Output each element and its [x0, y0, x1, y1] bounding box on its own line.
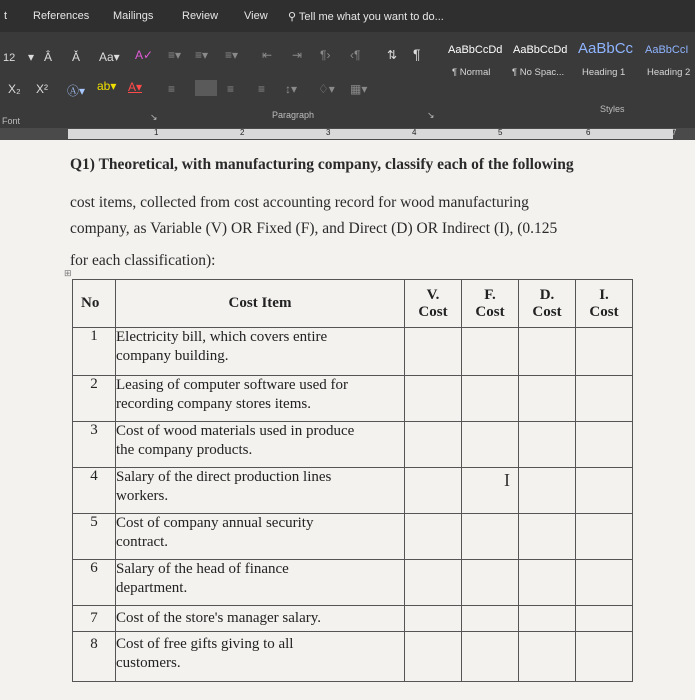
font-dialog-launcher-icon[interactable]: ↘ — [150, 112, 158, 122]
grow-font-icon[interactable]: Â — [44, 50, 53, 64]
i-cost-cell[interactable] — [576, 560, 633, 606]
pilcrow-icon[interactable]: ¶ — [413, 46, 421, 62]
tab-view[interactable]: View — [244, 10, 268, 22]
ribbon-tabs — [0, 0, 695, 32]
ruler-number: 1 — [154, 128, 159, 137]
ruler-number: 7 — [672, 128, 677, 137]
justify-icon[interactable]: ≡ — [258, 82, 266, 96]
d-cost-cell[interactable] — [519, 560, 576, 606]
header-v-cost: V. Cost — [405, 280, 462, 328]
table-row — [73, 328, 633, 376]
style-preview: AaBbCcDd — [448, 44, 503, 56]
tab-mailings[interactable]: Mailings — [113, 10, 154, 22]
i-cost-cell[interactable] — [576, 468, 633, 514]
ruler-margin-area — [68, 129, 673, 139]
f-cost-cell[interactable] — [462, 514, 519, 560]
cost-item-cell[interactable]: Electricity bill, which covers entire company building. — [116, 328, 405, 376]
row-number: 2 — [73, 376, 116, 422]
style-name: ¶ Normal — [452, 67, 491, 78]
v-cost-cell[interactable] — [405, 376, 462, 422]
paragraph-group-label: Paragraph — [272, 110, 315, 120]
i-cost-cell[interactable] — [576, 422, 633, 468]
style-preview: AaBbCcDd — [513, 44, 568, 56]
font-group-label: Font — [2, 116, 21, 126]
table-row — [73, 632, 633, 682]
header-d-cost: D. Cost — [519, 280, 576, 328]
table-row — [73, 468, 633, 514]
header-f-cost: F. Cost — [462, 280, 519, 328]
table-row — [73, 514, 633, 560]
v-cost-cell[interactable] — [405, 514, 462, 560]
ruler-number: 4 — [412, 128, 417, 137]
increase-indent-icon[interactable]: ⇥ — [292, 48, 303, 62]
question-line: for each classification): — [70, 252, 216, 269]
table-row — [73, 422, 633, 468]
cost-item-cell[interactable]: Salary of the direct production lines workers. — [116, 468, 405, 514]
v-cost-cell[interactable] — [405, 422, 462, 468]
i-cost-cell[interactable] — [576, 328, 633, 376]
v-cost-cell[interactable] — [405, 606, 462, 632]
style-preview: AaBbCc — [578, 40, 634, 57]
question-line: company, as Variable (V) OR Fixed (F), and Direct (D) OR Indirect (I), (0.125 — [70, 220, 558, 237]
sort-icon[interactable]: ⇅ — [387, 48, 398, 62]
row-number: 8 — [73, 632, 116, 682]
ruler-number: 2 — [240, 128, 245, 137]
style-preview: AaBbCcI — [645, 44, 689, 56]
header-i-cost: I. Cost — [576, 280, 633, 328]
style-name: ¶ No Spac... — [512, 67, 565, 78]
header-no: No — [73, 280, 116, 328]
row-number: 4 — [73, 468, 116, 514]
shading-icon[interactable]: ♢▾ — [318, 82, 335, 96]
multilevel-list-icon[interactable]: ≡▾ — [225, 48, 239, 62]
question-line: cost items, collected from cost accounting record for wood manufacturing — [70, 194, 529, 211]
tab-references[interactable]: References — [33, 10, 90, 22]
styles-group-label: Styles — [600, 104, 625, 114]
i-cost-cell[interactable] — [576, 514, 633, 560]
align-left-icon[interactable]: ≡ — [168, 82, 176, 96]
tell-me-text: Tell me what you want to do... — [298, 11, 444, 23]
f-cost-cell[interactable] — [462, 560, 519, 606]
question-line: Q1) Theoretical, with manufacturing company, classify each of the following — [70, 156, 574, 173]
align-center-icon[interactable] — [195, 80, 217, 96]
header-cost-item: Cost Item — [116, 280, 405, 328]
cost-item-cell[interactable]: Leasing of computer software used for recording company stores items. — [116, 376, 405, 422]
row-number: 6 — [73, 560, 116, 606]
chevron-down-icon[interactable]: ▾ — [28, 50, 35, 64]
table-move-handle-icon[interactable]: ⊞ — [64, 268, 72, 278]
borders-icon[interactable]: ▦▾ — [350, 82, 368, 96]
f-cost-cell[interactable] — [462, 376, 519, 422]
d-cost-cell[interactable] — [519, 606, 576, 632]
v-cost-cell[interactable] — [405, 560, 462, 606]
table-row — [73, 376, 633, 422]
cost-classification-table — [72, 279, 633, 682]
numbering-icon[interactable]: ≡▾ — [195, 48, 209, 62]
tab-review[interactable]: Review — [182, 10, 219, 22]
ribbon — [0, 32, 695, 128]
v-cost-cell[interactable] — [405, 468, 462, 514]
f-cost-cell[interactable] — [462, 422, 519, 468]
font-size-select[interactable]: 12 — [3, 52, 16, 64]
align-right-icon[interactable]: ≡ — [227, 82, 235, 96]
table-header-row — [73, 280, 633, 328]
horizontal-ruler[interactable] — [0, 128, 695, 140]
change-case-icon[interactable]: Aa▾ — [99, 50, 120, 64]
ltr-icon[interactable]: ¶› — [320, 48, 331, 62]
d-cost-cell[interactable] — [519, 632, 576, 682]
f-cost-cell[interactable] — [462, 606, 519, 632]
table-row — [73, 560, 633, 606]
clear-formatting-icon[interactable]: A✓ — [135, 48, 154, 62]
tab-cut-off[interactable]: t — [4, 10, 8, 22]
d-cost-cell[interactable] — [519, 468, 576, 514]
style-name: Heading 1 — [582, 67, 626, 78]
i-cost-cell[interactable] — [576, 606, 633, 632]
text-cursor-icon: I — [504, 470, 510, 490]
table-row — [73, 606, 633, 632]
i-cost-cell[interactable] — [576, 376, 633, 422]
row-number: 3 — [73, 422, 116, 468]
paragraph-dialog-launcher-icon[interactable]: ↘ — [427, 110, 435, 120]
f-cost-cell[interactable] — [462, 328, 519, 376]
cost-item-cell[interactable]: Cost of free gifts giving to all customers. — [116, 632, 405, 682]
v-cost-cell[interactable] — [405, 632, 462, 682]
cost-item-cell[interactable]: Cost of company annual security contract. — [116, 514, 405, 560]
style-name: Heading 2 — [647, 67, 691, 78]
row-number: 1 — [73, 328, 116, 376]
subscript-icon[interactable]: X₂ — [8, 82, 21, 96]
d-cost-cell[interactable] — [519, 376, 576, 422]
bullets-icon[interactable]: ≡▾ — [168, 48, 182, 62]
ruler-number: 3 — [326, 128, 331, 137]
text-effects-icon[interactable]: Ⓐ▾ — [67, 84, 86, 98]
tell-me-search[interactable] — [288, 10, 444, 23]
i-cost-cell[interactable] — [576, 632, 633, 682]
v-cost-cell[interactable] — [405, 328, 462, 376]
row-number: 5 — [73, 514, 116, 560]
highlight-color-icon[interactable]: ab▾ — [97, 79, 117, 93]
lightbulb-icon: ⚲ — [288, 11, 297, 23]
d-cost-cell[interactable] — [519, 328, 576, 376]
f-cost-cell[interactable] — [462, 632, 519, 682]
superscript-icon[interactable]: X² — [36, 82, 48, 96]
ruler-number: 6 — [586, 128, 591, 137]
decrease-indent-icon[interactable]: ⇤ — [262, 48, 273, 62]
line-spacing-icon[interactable]: ↕▾ — [285, 82, 298, 96]
ruler-number: 5 — [498, 128, 503, 137]
row-number: 7 — [73, 606, 116, 632]
cost-item-cell[interactable]: Cost of wood materials used in produce the company products. — [116, 422, 405, 468]
cost-item-cell[interactable]: Salary of the head of finance department. — [116, 560, 405, 606]
rtl-icon[interactable]: ‹¶ — [350, 48, 361, 62]
cost-item-cell[interactable]: Cost of the store's manager salary. — [116, 606, 405, 632]
d-cost-cell[interactable] — [519, 422, 576, 468]
d-cost-cell[interactable] — [519, 514, 576, 560]
shrink-font-icon[interactable]: Ǎ — [72, 50, 81, 64]
font-color-icon[interactable]: A▾ — [128, 80, 143, 94]
